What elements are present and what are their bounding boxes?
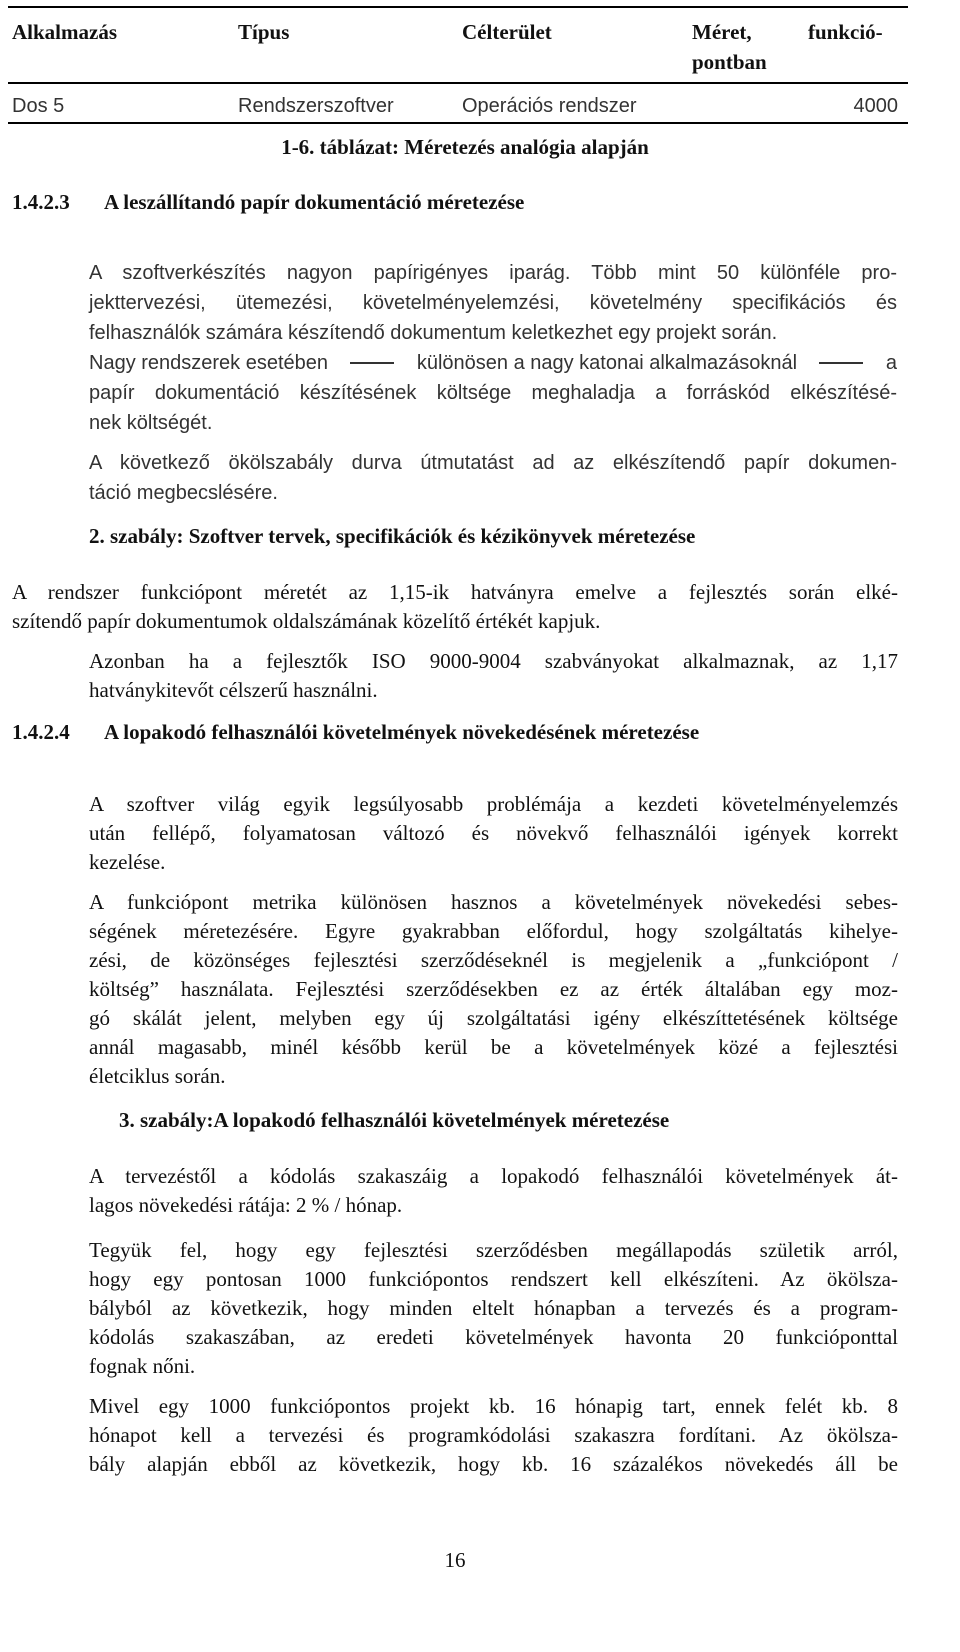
text-line: Mivel egy 1000 funkciópontos projekt kb. 16 hónapig tart, ennek felét kb. 8 [89,1394,898,1418]
text-line: ségének méretezésére. Egyre gyakrabban előfordul, hogy szolgáltatás kihelye- [89,919,898,943]
text-fragment: különösen a nagy katonai alkalmazásoknál [416,352,798,374]
text-line: hatványkitevőt célszerű használni. [89,678,378,702]
table-header-cell: pontban [692,50,767,74]
text-line: után fellépő, folyamatosan változó és növekvő felhasználói igények korrekt [89,821,898,845]
em-dash [819,362,863,364]
table-bottom-rule [8,122,908,124]
table-cell: Dos 5 [12,95,65,117]
text-line: A tervezéstől a kódolás szakaszáig a lopakodó felhasználói követelmények át- [89,1164,898,1188]
text-line: kódolás szakaszában, az eredeti követelmények havonta 20 funkcióponttal [89,1325,898,1349]
text-line: jekttervezési, ütemezési, követelményelemzési, követelmény specifikációs és [89,292,897,314]
text-line: Tegyük fel, hogy egy fejlesztési szerződésben megállapodás születik arról, [89,1238,898,1262]
text-fragment: Nagy rendszerek esetében [89,352,329,374]
text-line: nek költségét. [89,412,213,434]
text-fragment: a [885,352,897,374]
text-line: A szoftver világ egyik legsúlyosabb problémája a kezdeti követelményelemzés [89,792,898,816]
text-line: A rendszer funkciópont méretét az 1,15-ik hatványra emelve a fejlesztés során elké- [12,580,898,604]
text-line: költség” használata. Fejlesztési szerződésekben ez az érték általában egy moz- [89,977,898,1001]
text-line: A funkciópont metrika különösen hasznos a követelmények növekedési sebes- [89,890,898,914]
text-line: életciklus során. [89,1064,226,1088]
table-header-cell: Méret, [692,20,752,44]
table-header-cell: Alkalmazás [12,20,117,44]
table-cell: Rendszerszoftver [238,95,394,117]
text-line: bályból az következik, hogy minden eltelt hónapban a tervezés és a program- [89,1296,898,1320]
table-top-rule [8,6,908,8]
em-dash [350,362,394,364]
text-line: papír dokumentáció készítésének költsége meghaladja a forráskód elkészítésé- [89,382,897,404]
text-line: táció megbecslésére. [89,482,278,504]
table-caption: 1-6. táblázat: Méretezés analógia alapján [281,135,649,159]
text-line: hónapot kell a tervezési és programkódolási szakaszra fordítani. Az ökölsza- [89,1423,898,1447]
table-header-cell: Típus [238,20,290,44]
text-line: bály alapján ebből az következik, hogy kb. 16 százalékos növekedés áll be [89,1452,898,1476]
text-line: Azonban ha a fejlesztők ISO 9000-9004 szabványokat alkalmaznak, az 1,17 [89,649,898,673]
page-number: 16 [444,1548,466,1572]
section-heading-title: A lopakodó felhasználói követelmények növekedésének méretezése [104,720,700,744]
text-line: A következő ökölszabály durva útmutatást ad az elkészítendő papír dokumen- [89,452,897,474]
rule-title: 2. szabály: Szoftver tervek, specifikációk és kézikönyvek méretezése [89,524,696,548]
text-line: szítendő papír dokumentumok oldalszámának közelítő értékét kapjuk. [12,609,601,633]
rule-title: 3. szabály:A lopakodó felhasználói követelmények méretezése [119,1108,670,1132]
text-line: annál magasabb, minél később kerül be a követelmények közé a fejlesztési [89,1035,898,1059]
section-heading-number: 1.4.2.3 [12,190,70,214]
text-line: gó skálát jelent, melyben egy új szolgáltatási igény elkészíttetésének költsége [89,1006,898,1030]
text-line: lagos növekedési rátája: 2 % / hónap. [89,1193,403,1217]
text-line: felhasználók számára készítendő dokumentum keletkezhet egy projekt során. [89,322,778,344]
section-heading-number: 1.4.2.4 [12,720,70,744]
table-header-cell: Célterület [462,20,552,44]
section-heading-title: A leszállítandó papír dokumentáció méretezése [104,190,525,214]
table-cell: 4000 [853,95,898,117]
text-line: A szoftverkészítés nagyon papírigényes iparág. Több mint 50 különféle pro- [89,262,897,284]
table-cell: Operációs rendszer [462,95,637,117]
table-header-cell: funkció- [808,20,883,44]
text-line: zési, de közönséges fejlesztési szerződéseknél is megjelenik a „funkciópont / [89,948,898,972]
table-header-rule [8,82,908,84]
text-line [89,351,897,375]
text-line: fognak nőni. [89,1354,196,1378]
text-line: kezelése. [89,850,166,874]
text-line: hogy egy pontosan 1000 funkciópontos rendszert kell elkészíteni. Az ökölsza- [89,1267,898,1291]
